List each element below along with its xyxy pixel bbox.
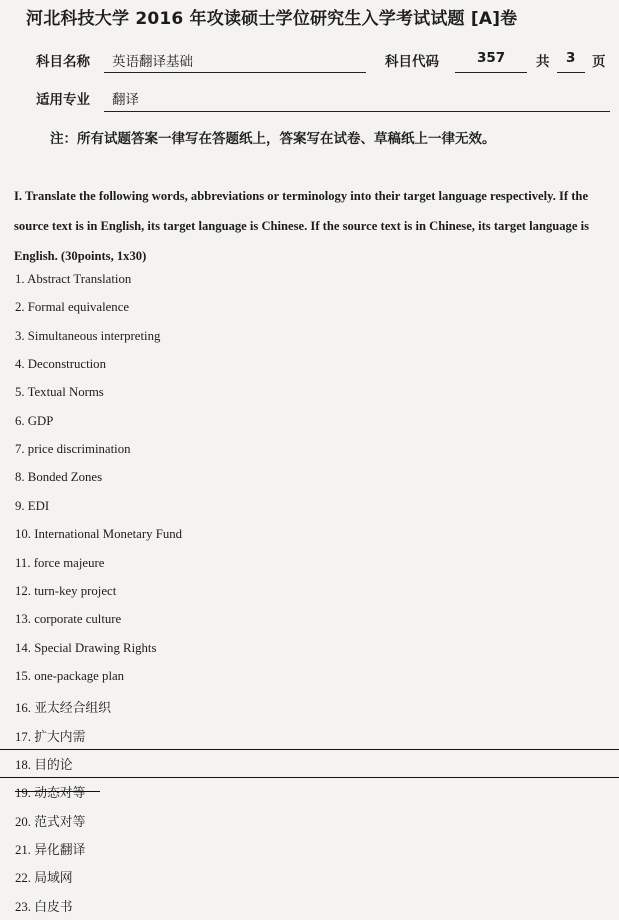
list-item: 20. 范式对等 bbox=[15, 814, 86, 829]
subject-name-value: 英语翻译基础 bbox=[112, 54, 193, 70]
list-item: 9. EDI bbox=[15, 498, 50, 513]
list-item: 6. GDP bbox=[15, 413, 54, 428]
list-item: 8. Bonded Zones bbox=[15, 470, 103, 485]
list-item: 11. force majeure bbox=[15, 555, 105, 570]
section-instruction: I. Translate the following words, abbreviations or terminology into their target language respectively. If the source text is in English, its target language is Chinese. If the source text is in Chinese, its target language is English. (30points, 1x30) bbox=[14, 189, 589, 263]
strikethrough-line bbox=[15, 791, 100, 792]
exam-note: 注：所有试题答案一律写在答题纸上，答案写在试卷、草稿纸上一律无效。 bbox=[50, 131, 496, 147]
total-pages-underline bbox=[557, 72, 585, 73]
list-item: 4. Deconstruction bbox=[15, 357, 106, 372]
list-item: 10. International Monetary Fund bbox=[15, 527, 183, 542]
list-item: 5. Textual Norms bbox=[15, 385, 104, 400]
subject-name-label: 科目名称 bbox=[36, 54, 90, 70]
pages-label: 页 bbox=[592, 54, 606, 70]
list-item: 21. 异化翻译 bbox=[15, 843, 86, 857]
exam-title: 河北科技大学 2016 年攻读硕士学位研究生入学考试试题 [A]卷 bbox=[26, 9, 518, 29]
major-underline bbox=[104, 111, 610, 112]
subject-code-value: 357 bbox=[477, 50, 506, 66]
list-item: 22. 局域网 bbox=[15, 871, 73, 886]
list-item: 18. 目的论 bbox=[15, 757, 73, 772]
list-item: 14. Special Drawing Rights bbox=[15, 640, 157, 655]
list-item: 16. 亚太经合组织 bbox=[15, 701, 111, 716]
subject-code-underline bbox=[455, 72, 527, 73]
major-value: 翻译 bbox=[112, 92, 139, 108]
list-item: 3. Simultaneous interpreting bbox=[15, 328, 161, 343]
horizontal-rule bbox=[0, 749, 619, 750]
list-item: 1. Abstract Translation bbox=[15, 272, 132, 286]
total-pages-value: 3 bbox=[566, 50, 576, 66]
major-label: 适用专业 bbox=[36, 92, 90, 108]
subject-code-label: 科目代码 bbox=[385, 54, 439, 70]
list-item: 13. corporate culture bbox=[15, 612, 122, 627]
list-item: 12. turn-key project bbox=[15, 583, 117, 598]
horizontal-rule bbox=[0, 777, 619, 778]
list-item: 7. price discrimination bbox=[15, 442, 131, 457]
subject-name-underline bbox=[104, 72, 366, 73]
total-label: 共 bbox=[536, 54, 550, 70]
list-item: 15. one-package plan bbox=[15, 668, 125, 683]
list-item: 19. 动态对等 bbox=[15, 786, 86, 801]
list-item: 23. 白皮书 bbox=[15, 899, 73, 914]
list-item: 2. Formal equivalence bbox=[15, 300, 130, 315]
list-item: 17. 扩大内需 bbox=[15, 729, 86, 744]
